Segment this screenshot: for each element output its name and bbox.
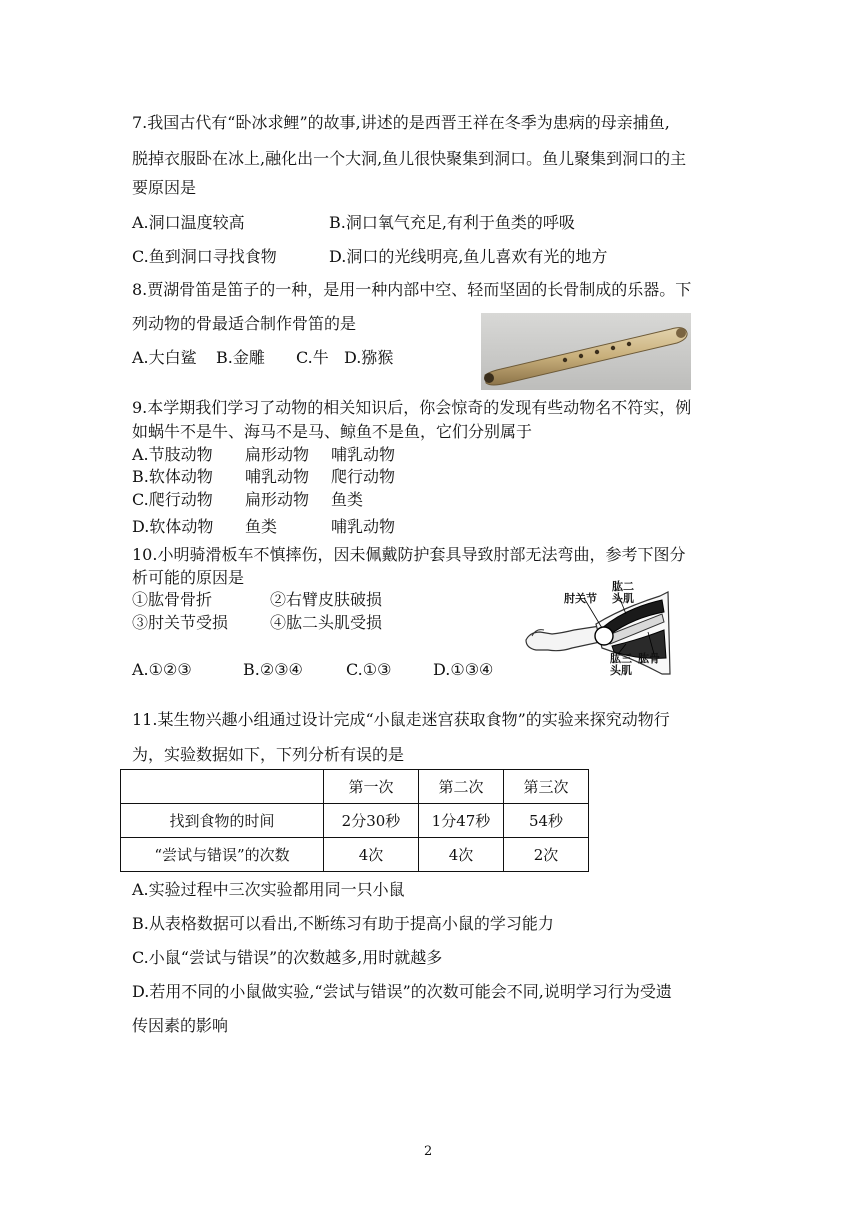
q10-item-2: ②右臂皮肤破损	[270, 590, 383, 609]
label-biceps-1: 肱二	[612, 580, 634, 593]
q9-option-a-col2: 扁形动物	[245, 445, 310, 464]
q10-stem-line-2: 析可能的原因是	[132, 568, 245, 587]
q10-item-3: ③肘关节受损	[132, 613, 229, 632]
q10-item-1: ①肱骨骨折	[132, 590, 213, 609]
q8-option-a: A.大白鲨	[132, 348, 197, 367]
label-triceps-1: 肱三	[610, 652, 632, 665]
q9-option-c-col3: 鱼类	[331, 490, 364, 509]
q10-option-a: A.①②③	[132, 660, 192, 679]
q9-option-b-col1: B.软体动物	[132, 467, 213, 486]
q9-stem-line-1: 9.本学期我们学习了动物的相关知识后，你会惊奇的发现有些动物名不符实，例	[132, 398, 692, 417]
page-number: 2	[424, 1144, 433, 1159]
q11-stem-line-2: 为，实验数据如下，下列分析有误的是	[132, 745, 405, 764]
q9-option-a-col1: A.节肢动物	[132, 445, 213, 464]
arm-muscle-diagram	[522, 578, 674, 676]
label-elbow-joint: 肘关节	[564, 592, 597, 605]
table-header-cell: 第三次	[504, 770, 589, 804]
q7-option-d: D.洞口的光线明亮,鱼儿喜欢有光的地方	[329, 247, 608, 266]
table-header-cell: 第二次	[419, 770, 504, 804]
q7-stem-line-3: 要原因是	[132, 178, 197, 197]
q8-stem-line-1: 8.贾湖骨笛是笛子的一种，是用一种内部中空、轻而坚固的长骨制成的乐器。下	[132, 280, 692, 299]
table-header-cell: 第一次	[324, 770, 419, 804]
label-triceps-2: 头肌	[610, 664, 632, 677]
table-cell: 2次	[504, 838, 589, 872]
q9-option-c-col1: C.爬行动物	[132, 490, 213, 509]
table-row	[121, 838, 589, 872]
q11-option-d: D.若用不同的小鼠做实验,“尝试与错误”的次数可能会不同,说明学习行为受遗	[132, 982, 672, 1001]
q9-option-d-col3: 哺乳动物	[331, 517, 396, 536]
q10-option-d: D.①③④	[433, 660, 494, 679]
table-cell: “尝试与错误”的次数	[121, 838, 324, 872]
q10-item-4: ④肱二头肌受损	[270, 613, 383, 632]
label-humerus: 肱骨	[638, 652, 660, 665]
q8-option-b: B.金雕	[216, 348, 265, 367]
q9-option-c-col2: 扁形动物	[245, 490, 310, 509]
q8-option-d: D.猕猴	[344, 348, 394, 367]
bone-flute-photo	[481, 313, 691, 390]
q9-option-a-col3: 哺乳动物	[331, 445, 396, 464]
q9-option-d-col2: 鱼类	[245, 517, 278, 536]
q10-stem-line-1: 10.小明骑滑板车不慎摔伤，因未佩戴防护套具导致肘部无法弯曲，参考下图分	[132, 545, 686, 564]
q10-option-c: C.①③	[346, 660, 392, 679]
q9-option-d-col1: D.软体动物	[132, 517, 214, 536]
table-row	[121, 804, 589, 838]
q11-stem-line-1: 11.某生物兴趣小组通过设计完成“小鼠走迷宫获取食物”的实验来探究动物行	[132, 710, 670, 729]
q7-option-a: A.洞口温度较高	[132, 213, 245, 232]
table-cell: 2分30秒	[324, 804, 419, 838]
table-cell: 4次	[419, 838, 504, 872]
q8-stem-line-2: 列动物的骨最适合制作骨笛的是	[132, 314, 357, 333]
q9-option-b-col3: 爬行动物	[331, 467, 396, 486]
q8-option-c: C.牛	[296, 348, 329, 367]
label-biceps-2: 头肌	[612, 592, 634, 605]
q7-stem-line-1: 7.我国古代有“卧冰求鲤”的故事,讲述的是西晋王祥在冬季为患病的母亲捕鱼,	[132, 113, 670, 132]
q7-option-b: B.洞口氧气充足,有利于鱼类的呼吸	[329, 213, 575, 232]
q10-option-b: B.②③④	[243, 660, 303, 679]
q11-option-d-continued: 传因素的影响	[132, 1016, 229, 1035]
table-cell: 找到食物的时间	[121, 804, 324, 838]
table-header-row	[121, 770, 589, 804]
q11-option-a: A.实验过程中三次实验都用同一只小鼠	[132, 880, 405, 899]
q11-option-c: C.小鼠“尝试与错误”的次数越多,用时就越多	[132, 948, 443, 967]
q9-option-b-col2: 哺乳动物	[245, 467, 310, 486]
table-cell: 4次	[324, 838, 419, 872]
experiment-data-table	[120, 769, 589, 872]
q11-option-b: B.从表格数据可以看出,不断练习有助于提高小鼠的学习能力	[132, 914, 554, 933]
q7-stem-line-2: 脱掉衣服卧在冰上,融化出一个大洞,鱼儿很快聚集到洞口。鱼儿聚集到洞口的主	[132, 149, 687, 168]
q7-option-c: C.鱼到洞口寻找食物	[132, 247, 277, 266]
table-header-cell	[121, 770, 324, 804]
table-cell: 1分47秒	[419, 804, 504, 838]
table-cell: 54秒	[504, 804, 589, 838]
q9-stem-line-2: 如蜗牛不是牛、海马不是马、鲸鱼不是鱼，它们分别属于	[132, 422, 533, 441]
